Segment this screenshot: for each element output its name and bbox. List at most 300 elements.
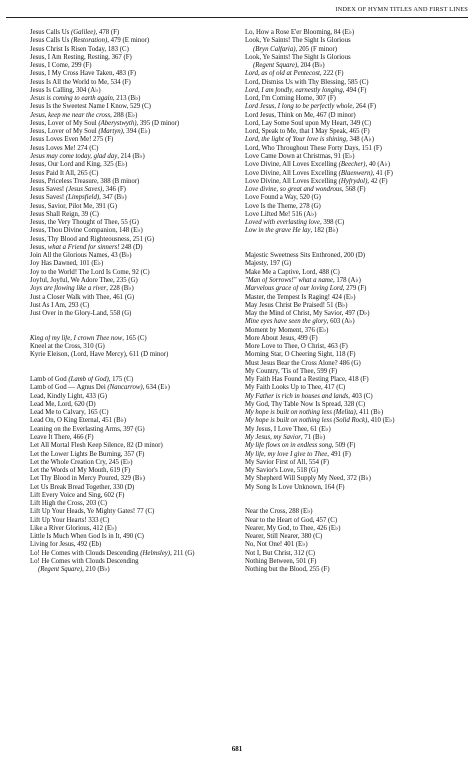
- entry-title: Moment by Moment, 376 (E♭): [245, 326, 329, 334]
- index-entry: [30, 343, 235, 351]
- entry-title: Lift Every Voice and Sing, 602 (F): [30, 491, 125, 499]
- index-entry: [245, 351, 465, 359]
- index-entry: [30, 227, 235, 235]
- entry-italic: My hope is built on nothing less (Solid Rock): [245, 417, 368, 425]
- index-entry: [245, 194, 465, 202]
- entry-title: Jesus Christ Is Risen Today, 183 (C): [30, 45, 129, 53]
- index-entry: [245, 136, 465, 144]
- entry-title: My Faith Has Found a Resting Place, 418 (F): [245, 376, 369, 384]
- entry-italic: Love divine, so great and wondrous: [245, 186, 342, 194]
- entry-title: Lamb of God: [30, 376, 69, 384]
- index-entry: [30, 54, 235, 62]
- entry-title: Let the Whole Creation Cry, 245 (E♭): [30, 458, 133, 466]
- entry-title: Lift Up Your Heads, Ye Mighty Gates! 77 (C): [30, 508, 155, 516]
- entry-italic: Lord, I am fondly, earnestly longing: [245, 86, 343, 94]
- index-entry: [30, 376, 235, 384]
- entry-title: Jesus Saves!: [30, 186, 66, 194]
- entry-title: Leave It There, 466 (F): [30, 434, 94, 442]
- entry-number-key: , 394 (E♭): [122, 128, 151, 136]
- index-entry: [245, 376, 465, 384]
- index-entry: [30, 87, 235, 95]
- index-entry: [245, 203, 465, 211]
- entry-number-key: , 346 (F): [102, 186, 126, 194]
- index-entry: [30, 70, 235, 78]
- entry-title: Lo, How a Rose E'er Blooming, 84 (E♭): [245, 29, 355, 36]
- header-rule: [6, 17, 468, 18]
- index-entry: [245, 294, 465, 302]
- index-entry: [245, 318, 465, 326]
- index-entry: [245, 417, 465, 425]
- index-entry: [245, 269, 465, 277]
- entry-title: Like a River Glorious, 412 (E♭): [30, 524, 117, 532]
- entry-title: Morning Star, O Cheering Sight, 118 (F): [245, 351, 356, 359]
- entry-title: Majesty, 197 (G): [245, 260, 292, 268]
- entry-title: Jesus, Thou Divine Companion, 148 (E♭): [30, 227, 143, 235]
- entry-title: Jesus Is Calling, 304 (A♭): [30, 86, 101, 94]
- entry-title: Not I, But Christ, 312 (C): [245, 549, 316, 557]
- entry-italic: Marvelous grace of our loving Lord: [245, 285, 343, 293]
- index-entry: [245, 327, 465, 335]
- index-entry: [245, 401, 465, 409]
- entry-title: Jesus Paid It All, 265 (C): [30, 169, 99, 177]
- entry-title: Joy Has Dawned, 101 (E♭): [30, 260, 104, 268]
- index-entry: [245, 467, 465, 475]
- entry-title: Lord, Who Throughout These Forty Days, 151 (F): [245, 144, 382, 152]
- entry-title: Jesus, I My Cross Have Taken, 483 (F): [30, 70, 137, 78]
- entry-number-key: , 178 (A♭): [332, 276, 361, 284]
- index-entry: [30, 194, 235, 202]
- index-entry: [245, 219, 465, 227]
- entry-title: Join All the Glorious Names, 43 (B♭): [30, 252, 132, 260]
- index-entry: [245, 533, 465, 541]
- entry-title: Jesus Calls Us: [30, 37, 71, 45]
- entry-title: Lead On, O King Eternal, 451 (B♭): [30, 417, 127, 425]
- entry-number-key: , 214 (B♭): [117, 152, 145, 160]
- entry-title: Look, Ye Saints! The Sight Is Glorious: [245, 53, 351, 61]
- index-entry: [245, 277, 465, 285]
- entry-italic: (Galilee): [70, 29, 96, 36]
- entry-title: Little Is Much When God Is in It, 490 (C): [30, 533, 144, 541]
- entry-italic: My life, my love I give to Thee: [245, 450, 328, 458]
- entry-title: Just a Closer Walk with Thee, 461 (G): [30, 293, 135, 301]
- entry-italic: "Man of Sorrows!" what a name: [245, 276, 333, 284]
- index-entry: [245, 186, 465, 194]
- entry-title: Nearer, My God, to Thee, 426 (E♭): [245, 524, 341, 532]
- index-entry: [30, 153, 235, 161]
- index-entry: [30, 484, 235, 492]
- entry-number-key: , 347 (B♭): [99, 194, 127, 202]
- index-entry: [30, 260, 235, 268]
- index-entry: [245, 517, 465, 525]
- entry-italic: (Beecher): [338, 161, 366, 169]
- entry-number-key: , 568 (F): [341, 186, 366, 194]
- index-entry: [30, 161, 235, 169]
- entry-number-key: , 222 (F): [319, 70, 344, 78]
- entry-number-key: , 398 (C): [319, 219, 345, 227]
- entry-title: Lo! He Comes with Clouds Descending: [30, 558, 139, 565]
- entry-title: Love Came Down at Christmas, 91 (E♭): [245, 152, 355, 160]
- entry-number-key: , 491 (F): [327, 450, 351, 458]
- index-entry: [245, 211, 465, 219]
- index-entry: [245, 103, 465, 111]
- index-entry: [245, 558, 465, 566]
- index-entry: [30, 145, 235, 153]
- entry-title: Jesus Saves!: [30, 194, 66, 202]
- entry-title: Lo! He Comes with Clouds Descending: [30, 549, 141, 557]
- entry-title: Jesus, Lover of My Soul: [30, 128, 99, 136]
- index-entry: [245, 442, 465, 450]
- entry-title: Jesus, I Come, 299 (F): [30, 62, 92, 70]
- index-entry: [30, 409, 235, 417]
- entry-title: Jesus Is the Sweetest Name I Know, 529 (C): [30, 103, 151, 111]
- index-entry: [30, 335, 235, 343]
- entry-italic: My life flows on in endless song: [245, 442, 332, 450]
- entry-italic: what a Friend for sinners!: [47, 243, 120, 251]
- entry-title: Lead Me, Lord, 620 (D): [30, 400, 96, 408]
- index-entry: [245, 120, 465, 128]
- entry-title: Jesus, Thy Blood and Righteousness, 251 (G): [30, 235, 155, 243]
- entry-title: Love Found a Way, 520 (G): [245, 194, 321, 202]
- index-entry: [30, 566, 235, 574]
- section-gap: [30, 318, 235, 326]
- entry-title: Lord, Speak to Me, that I May Speak, 465 (F): [245, 128, 370, 136]
- entry-italic: My Father is rich in houses and lands: [245, 392, 349, 400]
- entry-italic: (Aberystwyth): [98, 119, 137, 127]
- section-gap: [245, 236, 465, 244]
- entry-title: Love Divine, All Loves Excelling: [245, 161, 339, 169]
- index-entry: [245, 508, 465, 516]
- entry-number-key: , 348 (A♭): [346, 136, 375, 144]
- entry-title: Jesus Calls Us: [30, 29, 71, 36]
- index-entry: [30, 120, 235, 128]
- entry-title: My Faith Looks Up to Thee, 417 (C): [245, 384, 346, 392]
- index-entry: [245, 112, 465, 120]
- index-entry: [245, 252, 465, 260]
- entry-italic: (Restoration): [70, 37, 108, 45]
- index-entry: [30, 434, 235, 442]
- index-entry: [30, 558, 235, 566]
- entry-title: Lift High the Cross, 203 (C): [30, 500, 108, 508]
- entry-title: Look, Ye Saints! The Sight Is Glorious: [245, 37, 351, 45]
- page-number: 681: [231, 745, 243, 753]
- entry-number-key: , 182 (B♭): [310, 227, 339, 235]
- entry-title: Love Lifted Me! 516 (A♭): [245, 210, 317, 218]
- index-entry: [245, 475, 465, 483]
- entry-italic: Jesus may come today, glad day: [30, 152, 118, 160]
- entry-number-key: , 279 (F): [342, 285, 367, 293]
- entry-title: Jesus, the Very Thought of Thee, 55 (G): [30, 219, 139, 227]
- entry-italic: (Blaenwern): [338, 169, 373, 177]
- entry-title: My Jesus, I Love Thee, 61 (E♭): [245, 425, 331, 433]
- index-entry: [30, 46, 235, 54]
- entry-italic: Lord Jesus, I long to be perfectly whole: [245, 103, 353, 111]
- section-gap: [245, 492, 465, 500]
- entry-title: Make Me a Captive, Lord, 488 (C): [245, 268, 340, 276]
- index-entry: [245, 434, 465, 442]
- entry-title: Master, the Tempest Is Raging! 424 (E♭): [245, 293, 356, 301]
- entry-italic: (Regent Square): [38, 566, 83, 574]
- index-entry: [30, 401, 235, 409]
- index-entry: [30, 442, 235, 450]
- entry-number-key: , 509 (F): [331, 442, 356, 450]
- index-entry: [30, 79, 235, 87]
- entry-italic: (Helmsley): [140, 549, 171, 557]
- index-entry: [245, 409, 465, 417]
- entry-title: Lamb of God — Agnus Dei: [30, 384, 108, 392]
- entry-title: My Song Is Love Unknown, 164 (F): [245, 483, 345, 491]
- entry-italic: (Nancarrow): [107, 384, 143, 392]
- index-entry: [245, 178, 465, 186]
- entry-title: Jesus, I Am Resting, Resting, 367 (F): [30, 53, 132, 61]
- entry-title: Love Is the Theme, 278 (G): [245, 202, 321, 210]
- index-entry: [245, 484, 465, 492]
- index-entry: [245, 87, 465, 95]
- index-entry: [30, 475, 235, 483]
- entry-title: Love Divine, All Loves Excelling: [245, 177, 339, 185]
- entry-title: May the Mind of Christ, My Savior, 497 (D♭): [245, 310, 370, 318]
- entry-number-key: , 403 (C): [348, 392, 373, 400]
- entry-title: Kneel at the Cross, 310 (G): [30, 343, 105, 351]
- entry-italic: (Jesus Saves): [65, 186, 103, 194]
- entry-number-key: , 479 (E minor): [107, 37, 150, 45]
- entry-number-key: , 395 (D minor): [136, 119, 180, 127]
- entry-italic: Mine eyes have seen the glory: [245, 318, 327, 326]
- index-entry: [245, 541, 465, 549]
- index-entry: [30, 310, 235, 318]
- entry-italic: (Hyfrydol): [338, 177, 368, 185]
- entry-italic: (Martyn): [98, 128, 123, 136]
- entry-title: Let the Lower Lights Be Burning, 357 (F): [30, 450, 145, 458]
- index-entry: [245, 310, 465, 318]
- entry-title: Near to the Heart of God, 457 (C): [245, 516, 338, 524]
- entry-number-key: , 175 (C): [108, 376, 134, 384]
- entry-title: Majestic Sweetness Sits Enthroned, 200 (D): [245, 252, 366, 260]
- entry-title: Leaning on the Everlasting Arms, 397 (G): [30, 425, 145, 433]
- entry-title: More Love to Thee, O Christ, 463 (F): [245, 343, 348, 351]
- entry-title: Lord, I'm Coming Home, 307 (F): [245, 95, 336, 103]
- index-entry: [30, 37, 235, 45]
- index-entry: [30, 500, 235, 508]
- index-entry: [245, 54, 465, 62]
- index-entry: [245, 95, 465, 103]
- index-entry: [30, 351, 235, 359]
- index-entry: [30, 302, 235, 310]
- index-entry: [30, 384, 235, 392]
- entry-title: Joyful, Joyful, We Adore Thee, 235 (G): [30, 276, 138, 284]
- entry-title: Nothing Between, 501 (F): [245, 558, 317, 565]
- entry-number-key: , 478 (F): [95, 29, 120, 36]
- entry-title: Kyrie Eleison, (Lord, Have Mercy), 611 (D minor): [30, 351, 169, 359]
- entry-number-key: , 264 (F): [352, 103, 376, 111]
- entry-title: Lord, Dismiss Us with Thy Blessing, 585 (C): [245, 78, 369, 86]
- entry-title: My Savior First of All, 554 (F): [245, 458, 330, 466]
- index-entry: [245, 393, 465, 401]
- index-entry: [30, 533, 235, 541]
- index-entry: [245, 37, 465, 45]
- index-entry: [245, 302, 465, 310]
- index-entry: [30, 492, 235, 500]
- index-entry: [245, 525, 465, 533]
- entry-title: Jesus Loves Even Me! 275 (F): [30, 136, 114, 144]
- index-entry: [30, 541, 235, 549]
- section-gap: [245, 244, 465, 252]
- entry-number-key: , 211 (G): [170, 549, 195, 557]
- entry-title: Love Divine, All Loves Excelling: [245, 169, 339, 177]
- entry-title: Jesus, Our Lord and King, 325 (E♭): [30, 161, 128, 169]
- index-entry: [30, 95, 235, 103]
- index-entry: [30, 62, 235, 70]
- index-entry: [30, 136, 235, 144]
- entry-number-key: , 228 (B♭): [106, 285, 134, 293]
- index-entry: [245, 170, 465, 178]
- index-entry: [30, 426, 235, 434]
- index-entry: [245, 260, 465, 268]
- index-entry: [30, 277, 235, 285]
- index-entry: [30, 467, 235, 475]
- entry-title: Jesus, Lover of My Soul: [30, 119, 99, 127]
- index-entry: [30, 112, 235, 120]
- entry-italic: (Bryn Calfaria): [253, 45, 296, 53]
- section-gap: [245, 500, 465, 508]
- entry-italic: Lord, the light of Your love is shining: [245, 136, 347, 144]
- entry-title: Let All Mortal Flesh Keep Silence, 82 (D minor): [30, 442, 163, 450]
- index-entry: [30, 269, 235, 277]
- index-entry: [30, 178, 235, 186]
- index-entry: [30, 550, 235, 558]
- index-entry: [245, 426, 465, 434]
- index-entry: [30, 128, 235, 136]
- entry-title: Joy to the World! The Lord Is Come, 92 (C): [30, 268, 150, 276]
- entry-title: Must Jesus Bear the Cross Alone? 486 (G): [245, 359, 361, 367]
- entry-title: Let the Words of My Mouth, 619 (F): [30, 467, 131, 475]
- entry-title: My Shepherd Will Supply My Need, 372 (B♭): [245, 475, 371, 483]
- index-entry: [245, 550, 465, 558]
- entry-title: Nothing but the Blood, 255 (F): [245, 566, 330, 574]
- index-entry: [30, 186, 235, 194]
- entry-title: Jesus, Savior, Pilot Me, 391 (G): [30, 202, 117, 210]
- index-entry: [245, 62, 465, 70]
- index-entry: [245, 153, 465, 161]
- entry-title: Jesus Is All the World to Me, 534 (F): [30, 78, 131, 86]
- entry-title: No, Not One! 401 (E♭): [245, 541, 308, 549]
- index-entry: [245, 566, 465, 574]
- entry-title: My God, Thy Table Now Is Spread, 328 (C): [245, 400, 366, 408]
- index-entry: [245, 227, 465, 235]
- entry-italic: Jesus, keep me near the cross: [30, 111, 111, 119]
- entry-title: My Country, 'Tis of Thee, 599 (F): [245, 367, 338, 375]
- index-entry: [30, 517, 235, 525]
- index-entry: [245, 79, 465, 87]
- index-entry: [245, 360, 465, 368]
- entry-number-key: , 288 (E♭): [110, 111, 138, 119]
- entry-italic: (Regent Square): [253, 62, 298, 70]
- index-entry: [30, 252, 235, 260]
- entry-number-key: 248 (D): [119, 243, 143, 251]
- entry-italic: Lord, as of old at Pentecost: [245, 70, 320, 78]
- entry-number-key: , 603 (A♭): [326, 318, 355, 326]
- entry-italic: Low in the grave He lay: [245, 227, 311, 235]
- running-header: INDEX OF HYMN TITLES AND FIRST LINES: [335, 6, 468, 13]
- entry-title: Lord, Lay Some Soul upon My Heart, 349 (C): [245, 119, 372, 127]
- entry-number-key: , 213 (B♭): [112, 95, 141, 103]
- index-entry: [30, 211, 235, 219]
- entry-number-key: , 40 (A♭): [365, 161, 390, 169]
- index-entry: [245, 451, 465, 459]
- index-entry: [245, 343, 465, 351]
- entry-title: Jesus, Priceless Treasure, 388 (B minor): [30, 177, 140, 185]
- index-entry: [30, 508, 235, 516]
- entry-number-key: , 494 (F): [342, 86, 367, 94]
- index-entry: [30, 29, 235, 37]
- entry-italic: My Jesus, my Savior: [245, 434, 301, 442]
- entry-title: Living for Jesus, 492 (Eb): [30, 541, 102, 549]
- index-entry: [30, 285, 235, 293]
- entry-title: Lead, Kindly Light, 433 (G): [30, 392, 108, 400]
- index-entry: [30, 294, 235, 302]
- index-entry: [245, 285, 465, 293]
- entry-number-key: , 410 (E♭): [367, 417, 395, 425]
- index-entry: [30, 103, 235, 111]
- entry-title: Nearer, Still Nearer, 380 (C): [245, 533, 323, 541]
- entry-italic: Joys are flowing like a river: [30, 285, 107, 293]
- entry-title: May Jesus Christ Be Praised! 51 (B♭): [245, 301, 348, 309]
- entry-number-key: , 204 (B♭): [297, 62, 325, 70]
- entry-italic: (Limpsfield): [65, 194, 100, 202]
- index-entry: [30, 236, 235, 244]
- section-gap: [30, 368, 235, 376]
- index-entry: [245, 46, 465, 54]
- index-entry: [245, 335, 465, 343]
- index-entry: [30, 244, 235, 252]
- entry-number-key: , 165 (C): [122, 334, 147, 342]
- index-entry: [30, 451, 235, 459]
- index-entry: [245, 384, 465, 392]
- index-entry: [30, 203, 235, 211]
- entry-title: Jesus Shall Reign, 39 (C): [30, 210, 99, 218]
- section-gap: [30, 327, 235, 335]
- entry-italic: (Lamb of God): [68, 376, 109, 384]
- entry-title: Near the Cross, 288 (E♭): [245, 508, 313, 516]
- entry-title: Lead Me to Calvary, 165 (C): [30, 409, 109, 417]
- index-entry: [30, 219, 235, 227]
- entry-number-key: , 41 (F): [372, 169, 393, 177]
- entry-number-key: , 205 (F minor): [295, 45, 338, 53]
- entry-title: Jesus Loves Me! 274 (C): [30, 144, 99, 152]
- entry-title: Lord Jesus, Think on Me, 467 (D minor): [245, 111, 356, 119]
- entry-number-key: , 210 (B♭): [82, 566, 110, 574]
- index-entry: [245, 368, 465, 376]
- entry-title: Just As I Am, 293 (C): [30, 301, 90, 309]
- entry-number-key: , 634 (E♭): [142, 384, 170, 392]
- right-column: [245, 29, 465, 575]
- index-entry: [30, 417, 235, 425]
- index-entry: [245, 145, 465, 153]
- index-entry: [245, 161, 465, 169]
- entry-italic: My hope is built on nothing less (Melita): [245, 409, 356, 417]
- entry-title: My Savior's Love, 518 (G): [245, 467, 319, 475]
- index-entry: [30, 459, 235, 467]
- entry-italic: Jesus is coming to earth again: [30, 95, 113, 103]
- left-column: [30, 29, 235, 575]
- entry-number-key: , 411 (B♭): [355, 409, 384, 417]
- entry-title: Jesus,: [30, 243, 48, 251]
- entry-title: More About Jesus, 499 (F): [245, 334, 318, 342]
- index-entry: [245, 128, 465, 136]
- entry-number-key: , 42 (F): [367, 177, 388, 185]
- entry-title: Just Over in the Glory-Land, 558 (G): [30, 310, 132, 318]
- index-entry: [245, 70, 465, 78]
- entry-italic: King of my life, I crown Thee now: [30, 334, 123, 342]
